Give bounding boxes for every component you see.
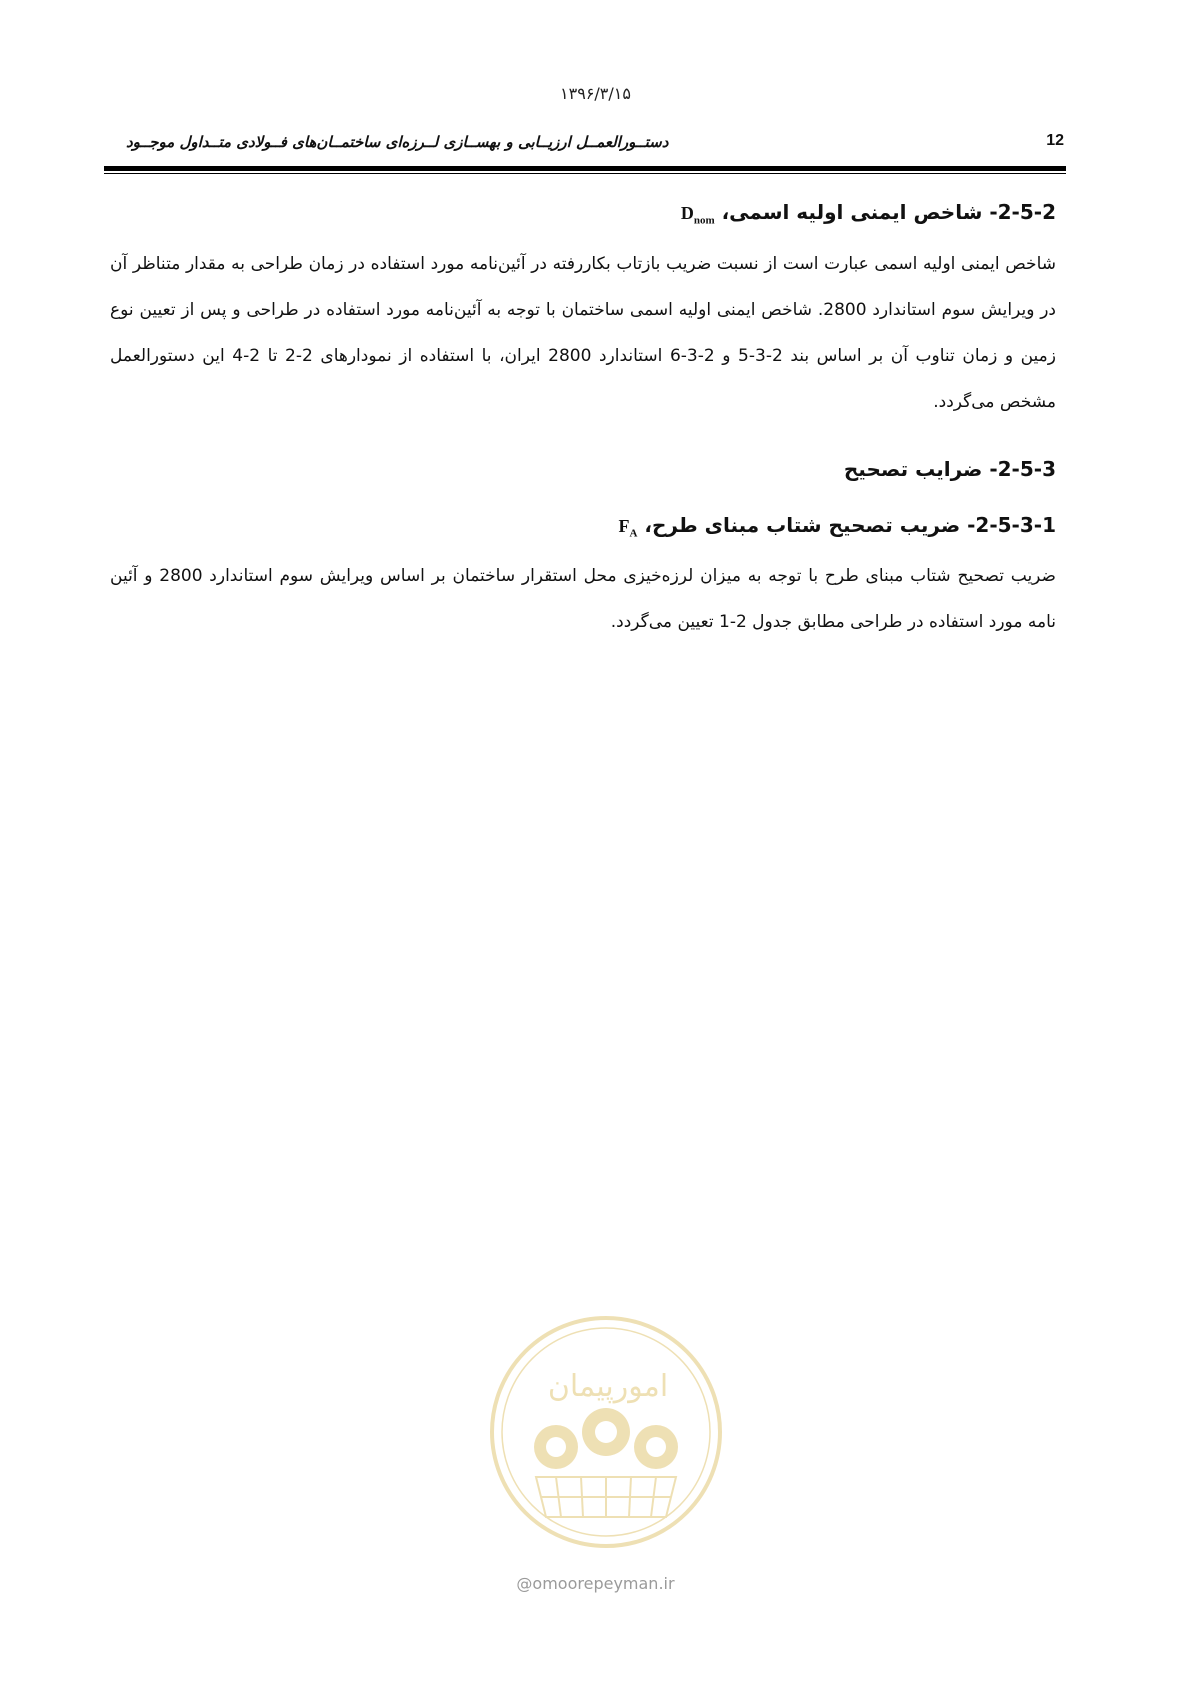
- section-heading-2-5-2: [110, 200, 1056, 227]
- section-paragraph-2-5-3-1: ضریب تصحیح شتاب مبنای طرح با توجه به میزان لرزه‌خیزی محل استقرار ساختمان بر اساس ویرایش سوم استاندارد 2800 و آئین نامه مورد استفاده در طراحی مطابق جدول 2-1 تعیین می‌گردد.: [110, 566, 1056, 633]
- section-heading-2-5-3: [110, 457, 1056, 481]
- watermark-url: @omoorepeyman.ir: [516, 1574, 675, 1593]
- symbol-fa: $F_A$: [618, 515, 638, 540]
- section-heading-text: 2-5-3-1- ضریب تصحیح شتاب مبنای طرح،: [644, 512, 1056, 537]
- section-heading-text: 2-5-2- شاخص ایمنی اولیه اسمی،: [721, 200, 1056, 224]
- watermark-logo: [486, 1312, 726, 1552]
- page-date: ۱۳۹۶/۳/۱۵: [560, 84, 631, 103]
- document-title: دستــورالعمــل ارزیــابی و بهســازی لــرزه‌ای ساختمــان‌های فــولادی متــداول موجــود: [126, 133, 669, 151]
- section-paragraph-2-5-2: شاخص ایمنی اولیه اسمی عبارت است از نسبت ضریب بازتاب بکاررفته در آئین‌نامه مورد استفاده در زمان طراحی به مقدار متناظر آن در ویرایش سوم استاندارد 2800. شاخص ایمنی اولیه اسمی ساختمان با توجه به آئین‌نامه مورد استفاده در طراحی و پس از تعیین نوع زمین و زمان تناوب آن بر اساس بند 2-3-5 و 2-3-6 استاندارد 2800 ایران، با استفاده از نمودارهای 2-2 تا 2-4 این دستورالعمل مشخص می‌گردد.: [110, 253, 1057, 412]
- section-heading-2-5-3-1: [110, 513, 1056, 540]
- header-rule-thick: [104, 166, 1066, 171]
- page-content: [110, 200, 1056, 645]
- page-number: 12: [1046, 132, 1064, 149]
- watermark-logo-text: امورپیمان: [547, 1369, 669, 1404]
- symbol-dnom: $D_{nom}$: [680, 203, 715, 227]
- header-rule-thin: [104, 173, 1066, 174]
- section-heading-text: 2-5-3- ضرایب تصحیح: [843, 456, 1056, 481]
